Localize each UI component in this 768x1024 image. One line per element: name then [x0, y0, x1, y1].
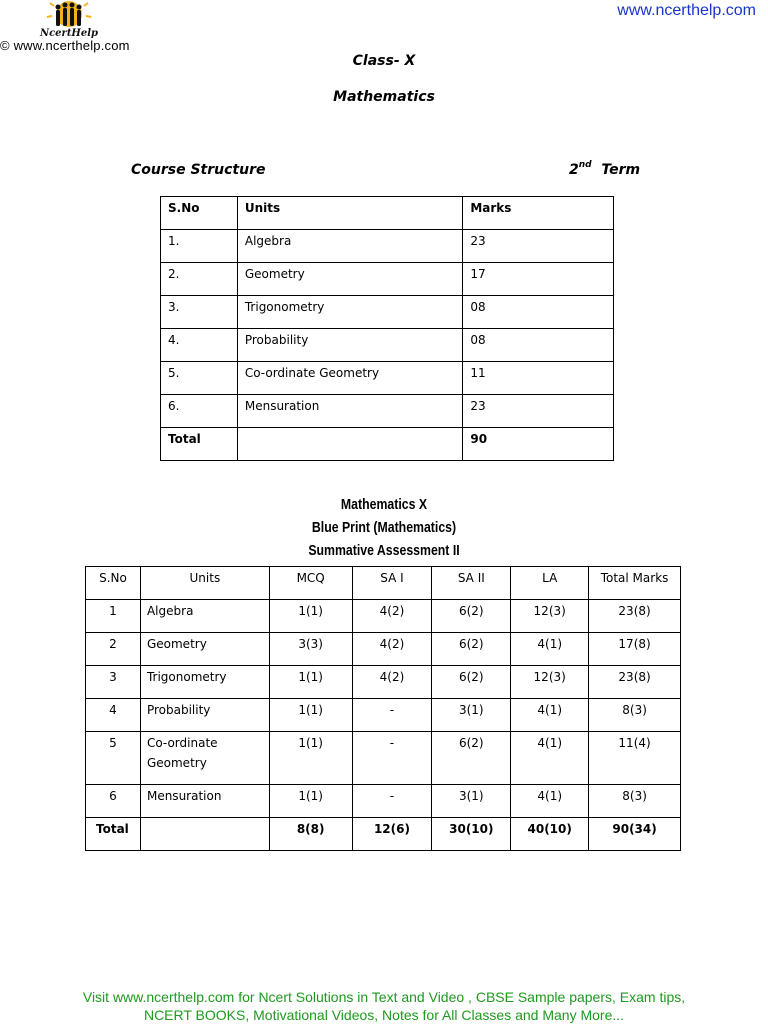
table-cell: 1.: [161, 230, 238, 263]
table-row: [86, 600, 681, 633]
blueprint-title: Mathematics X: [340, 496, 428, 513]
sun-icon: [47, 0, 91, 27]
table-cell: 12(3): [511, 600, 589, 633]
header-cell: Marks: [463, 197, 614, 230]
header-cell: LA: [511, 567, 589, 600]
table-cell: 6(2): [432, 600, 511, 633]
table-cell: Mensuration: [237, 395, 462, 428]
total-cell: 90: [463, 428, 614, 461]
subject-title: Mathematics: [333, 89, 435, 105]
footer-line-1: Visit www.ncerthelp.com for Ncert Solutions in Text and Video , CBSE Sample papers, Exam tips,: [82, 989, 686, 1005]
logo-wordmark: NcertHelp: [39, 28, 99, 38]
table-total-row: [161, 428, 614, 461]
total-cell: Total: [86, 818, 141, 851]
table-cell: 6(2): [432, 732, 511, 785]
table-cell: 08: [463, 296, 614, 329]
table-cell: 3: [86, 666, 141, 699]
table-row: [161, 296, 614, 329]
table-cell: 2.: [161, 263, 238, 296]
header-cell: S.No: [161, 197, 238, 230]
table-cell: -: [352, 699, 432, 732]
header-cell: S.No: [86, 567, 141, 600]
table-cell: 4(2): [352, 600, 432, 633]
table-row: [161, 395, 614, 428]
table-row: [161, 329, 614, 362]
table-cell: Geometry: [140, 633, 269, 666]
total-cell: 90(34): [589, 818, 681, 851]
footer-line-2: NCERT BOOKS, Motivational Videos, Notes for All Classes and Many More...: [143, 1007, 625, 1023]
table-cell: Co-ordinate Geometry: [140, 732, 269, 785]
header-cell: Units: [140, 567, 269, 600]
table-total-row: [86, 818, 681, 851]
table-cell: 4(1): [511, 732, 589, 785]
term-ordinal: nd: [578, 160, 592, 170]
table-header-row: [86, 567, 681, 600]
table-cell: 4(1): [511, 785, 589, 818]
table-cell: 23(8): [589, 666, 681, 699]
term-word: Term: [601, 162, 641, 178]
table-cell: 23(8): [589, 600, 681, 633]
table-cell: Mensuration: [140, 785, 269, 818]
table-row: [161, 362, 614, 395]
course-structure-heading: Course Structure: [131, 162, 266, 178]
table-cell: 17(8): [589, 633, 681, 666]
header-cell: Total Marks: [589, 567, 681, 600]
ncerthelp-logo: [38, 0, 100, 38]
table-cell: 6.: [161, 395, 238, 428]
table-cell: -: [352, 785, 432, 818]
table-cell: 8(3): [589, 785, 681, 818]
table-cell: Co-ordinate Geometry: [237, 362, 462, 395]
footer-promo: [0, 988, 768, 1024]
table-header-row: [161, 197, 614, 230]
table-cell: 3(3): [269, 633, 352, 666]
total-cell: 30(10): [432, 818, 511, 851]
site-link[interactable]: www.ncerthelp.com: [617, 2, 756, 19]
table-cell: 5.: [161, 362, 238, 395]
total-cell: Total: [161, 428, 238, 461]
table-cell: 3.: [161, 296, 238, 329]
table-cell: 4(1): [511, 633, 589, 666]
table-cell: 3(1): [432, 785, 511, 818]
term-number: 2: [569, 162, 579, 178]
total-cell: [140, 818, 269, 851]
table-cell: 4(2): [352, 633, 432, 666]
table-row: [86, 699, 681, 732]
table-cell: 11: [463, 362, 614, 395]
table-cell: 1(1): [269, 666, 352, 699]
table-cell: 17: [463, 263, 614, 296]
table-row: [161, 263, 614, 296]
table-cell: 1: [86, 600, 141, 633]
logo-caption: © www.ncerthelp.com: [0, 38, 130, 53]
header-cell: MCQ: [269, 567, 352, 600]
header-cell: SA II: [432, 567, 511, 600]
blueprint-subtitle: Blue Print (Mathematics): [311, 519, 457, 536]
table-cell: Algebra: [237, 230, 462, 263]
table-cell: 08: [463, 329, 614, 362]
table-row: [86, 785, 681, 818]
table-cell: 11(4): [589, 732, 681, 785]
table-cell: 6(2): [432, 666, 511, 699]
table-row: [86, 666, 681, 699]
table-cell: 1(1): [269, 600, 352, 633]
total-cell: 8(8): [269, 818, 352, 851]
table-cell: 8(3): [589, 699, 681, 732]
table-cell: 6(2): [432, 633, 511, 666]
table-cell: 4(1): [511, 699, 589, 732]
table-cell: 4: [86, 699, 141, 732]
header-cell: Units: [237, 197, 462, 230]
table-cell: Trigonometry: [140, 666, 269, 699]
term-label: [569, 162, 640, 178]
blueprint-table: [85, 566, 681, 851]
table-cell: Trigonometry: [237, 296, 462, 329]
table-cell: 4.: [161, 329, 238, 362]
blueprint-assessment: Summative Assessment II: [308, 542, 460, 559]
table-cell: 1(1): [269, 785, 352, 818]
table-cell: Probability: [140, 699, 269, 732]
class-title: Class- X: [352, 53, 416, 69]
header-cell: SA I: [352, 567, 432, 600]
table-cell: 1(1): [269, 732, 352, 785]
table-cell: 5: [86, 732, 141, 785]
total-cell: [237, 428, 462, 461]
table-cell: Algebra: [140, 600, 269, 633]
table-row: [86, 732, 681, 785]
table-cell: -: [352, 732, 432, 785]
table-cell: 3(1): [432, 699, 511, 732]
table-cell: 4(2): [352, 666, 432, 699]
table-cell: 23: [463, 395, 614, 428]
table-cell: 1(1): [269, 699, 352, 732]
total-cell: 12(6): [352, 818, 432, 851]
table-cell: 6: [86, 785, 141, 818]
table-cell: 2: [86, 633, 141, 666]
table-cell: Probability: [237, 329, 462, 362]
table-row: [86, 633, 681, 666]
table-cell: 12(3): [511, 666, 589, 699]
table-cell: 23: [463, 230, 614, 263]
table-row: [161, 230, 614, 263]
total-cell: 40(10): [511, 818, 589, 851]
course-structure-table: [160, 196, 614, 461]
table-cell: Geometry: [237, 263, 462, 296]
